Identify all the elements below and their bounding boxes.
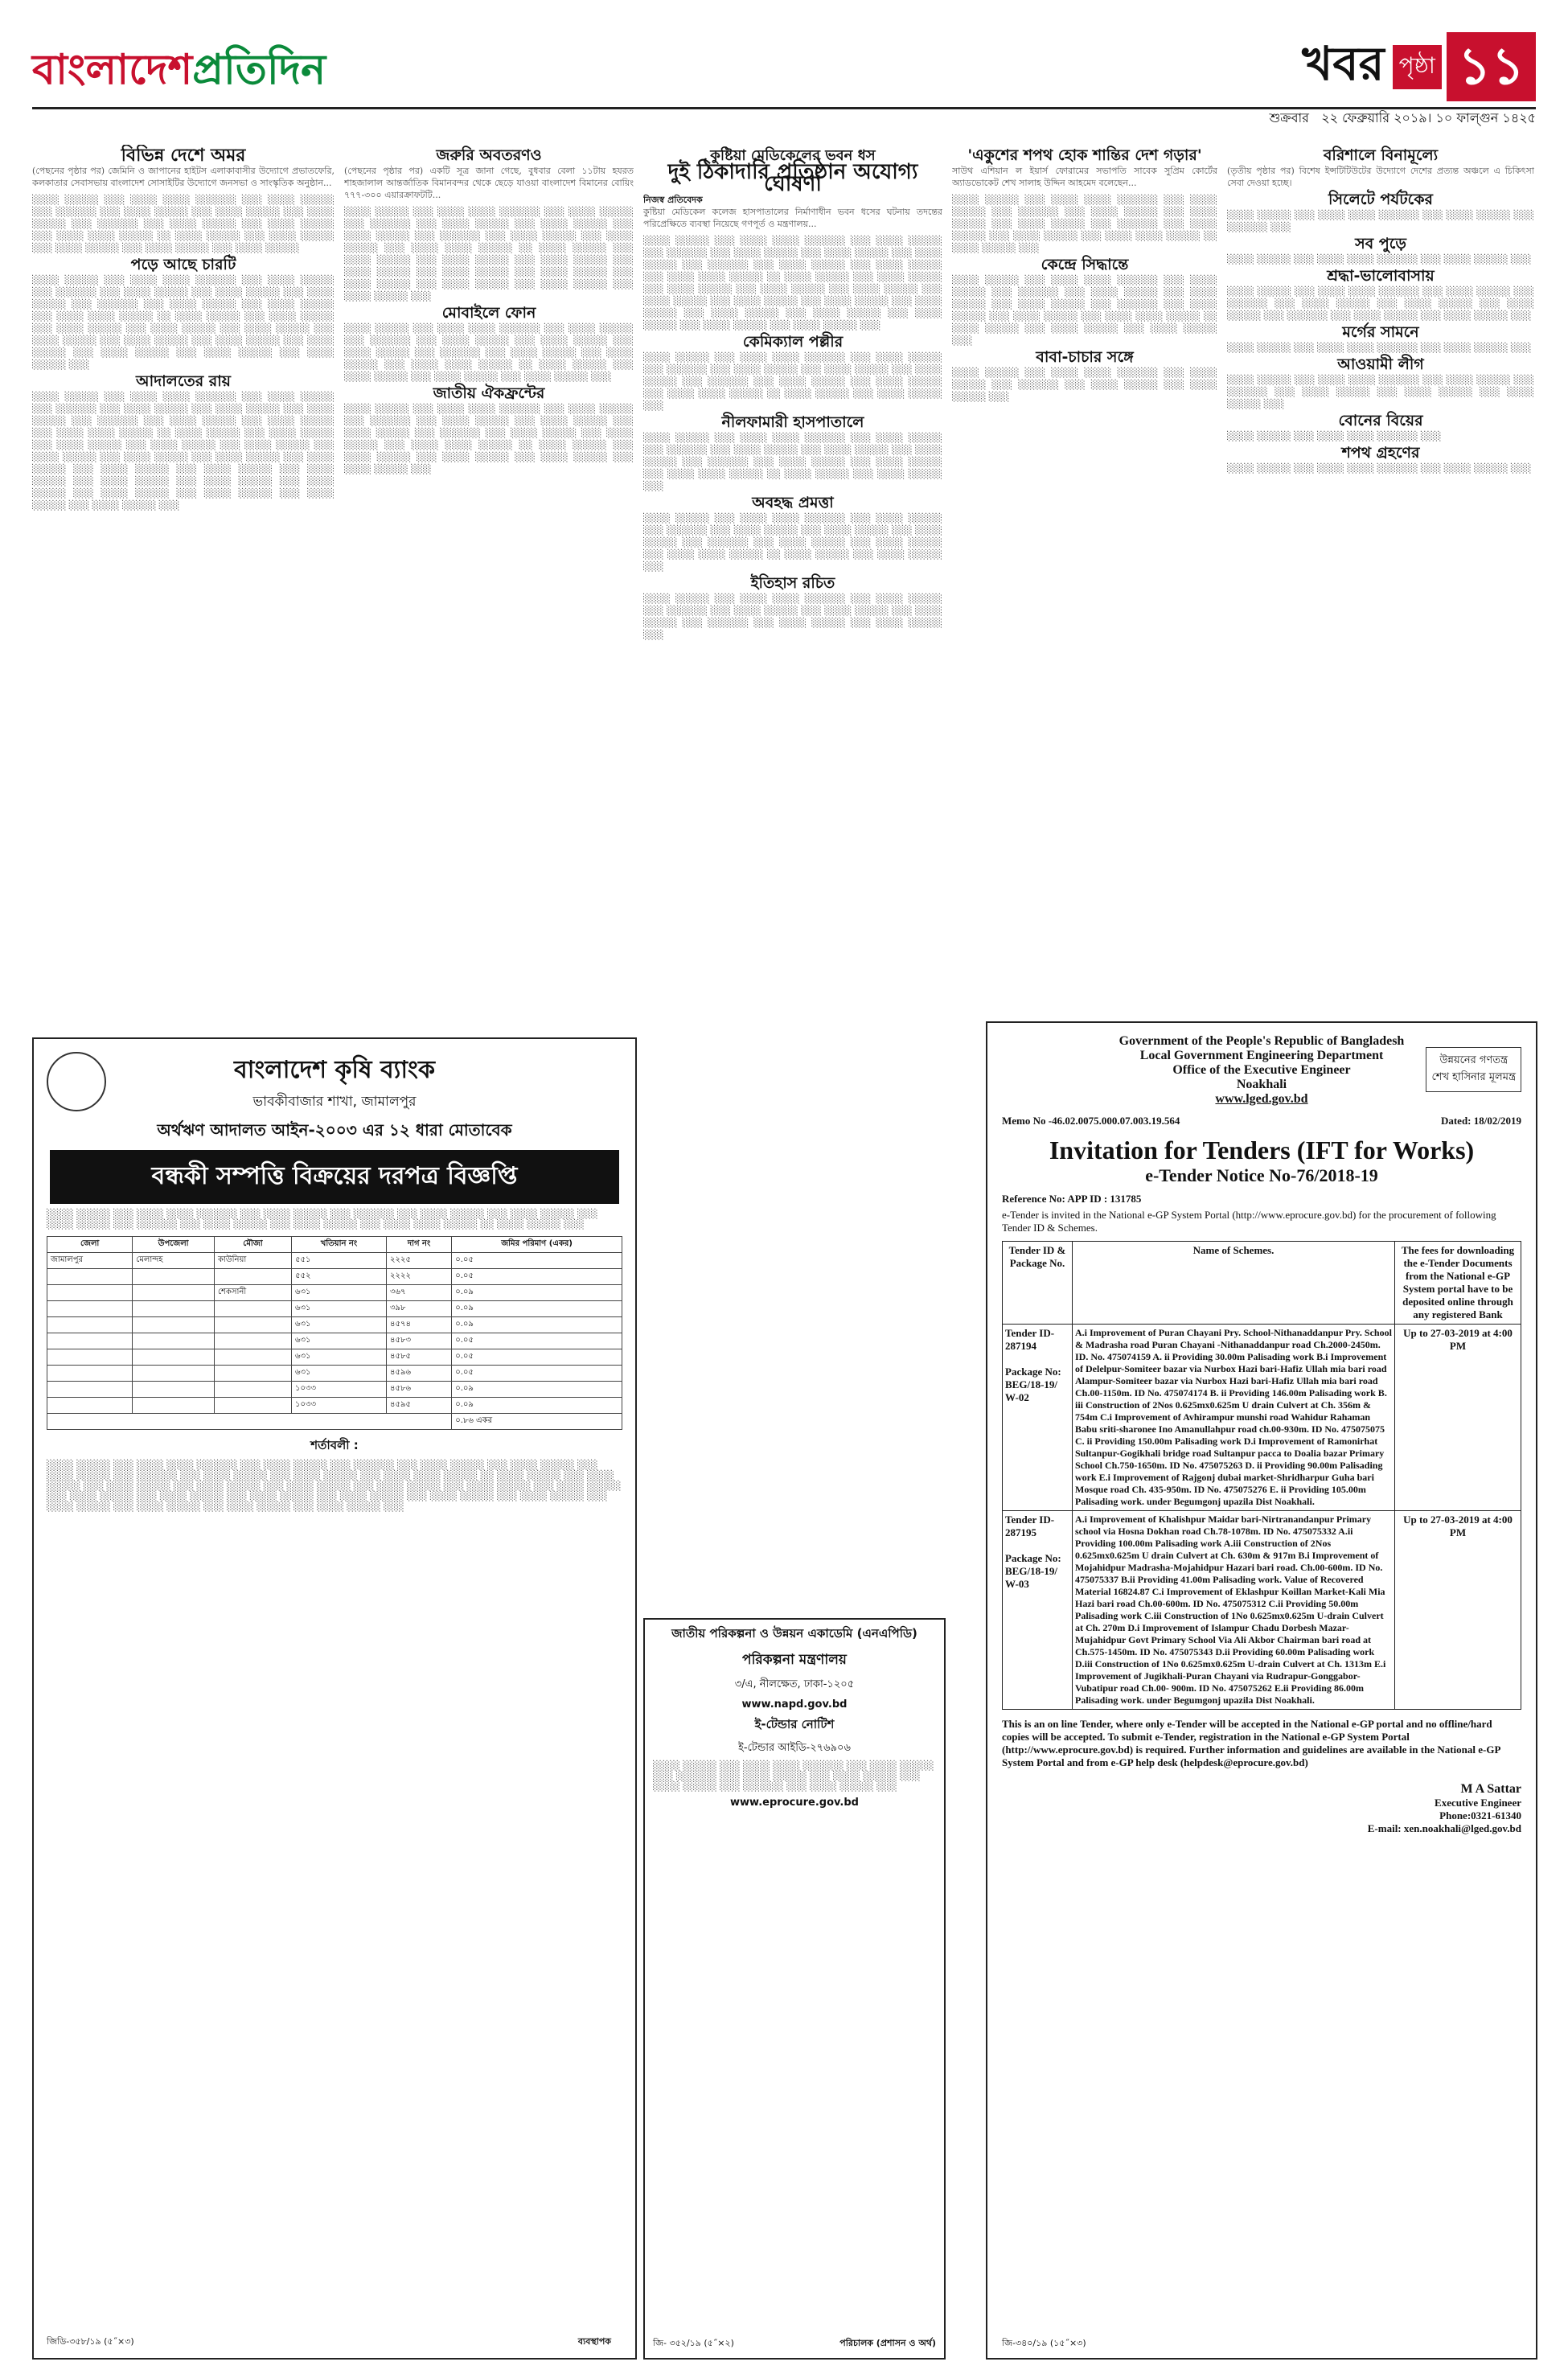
table-cell xyxy=(47,1285,133,1301)
article-text-filler-3: ░░░░ ░░░░░ ░░░ ░░░░ ░░░░ ░░░░░░ ░░░ ░░░░ ░░░░░ ░░░ ░░░░░░ ░░░ ░░░░ ░░░░░ ░░░ ░░░░ ░░░░░ ░░░ ░░░░ ░░░░░ ░░░ ░░░░░░ ░░░ ░░░░ ░░░░░ ░░░ ░░░░ ░░░░░ ░░░ ░░░░ ░░░░ ░░░░░ ░░ ░░░░ ░░░░░ ░░░ ░░░░ ░░░░░ ░░░ ░░░░ ░░░░░ ░░░ ░░░░ ░░░░░ ░░░ ░░░░ ░░░░░ ░░░ ░░░░ ░░░░░ ░░░ ░░░░ ░░░░░ ░░░ ░░░░ ░░░░░ ░░░ ░░░░ ░░░░░ ░░░ ░░░░ ░░░░░ ░░░ ░░░░ ░░░░░ ░░░ ░░░░ ░░░░░ ░░░ ░░░░ ░░░░░ ░░░ ░░░░ ░░░░░ ░░░ ░░░░ ░░░░░ ░░░ ░░░░ ░░░░░ ░░░ ░░░░ ░░░░░ ░░░ ░░░░ ░░░░░ ░░░ ░░░░ ░░░░░ ░░░ xyxy=(32,392,335,511)
page-number: ১১ xyxy=(1447,32,1536,101)
headline-nilphamari[interactable]: নীলফামারী হাসপাতালে xyxy=(721,413,864,431)
table-cell: ০.০৫ xyxy=(452,1253,622,1269)
table-cell xyxy=(133,1333,215,1349)
table-row xyxy=(47,1285,622,1301)
article-text: সাউথ এশিয়ান ল ইয়ার্স ফোরামের সভাপতি সাবেক সুপ্রিম কোর্টের অ্যাডভোকেট শেখ সালাহ উদ্দিন আহমেদ বলেছেন... xyxy=(952,166,1217,188)
table-header-cell: জেলা xyxy=(47,1237,133,1253)
academy-notice xyxy=(643,1618,946,2360)
table-cell xyxy=(214,1317,291,1333)
article-text-filler-2: ░░░░ ░░░░░ ░░░ ░░░░ ░░░░ ░░░░░░ ░░░ ░░░░ ░░░░░ ░░░ ░░░░░░ ░░░ ░░░░ ░░░░░ ░░░ ░░░░ ░░░░░ ░░░ ░░░░ ░░░░░ ░░░ ░░░░░░ ░░░ ░░░░ ░░░░░ ░░░ ░░░░ ░░░░░ ░░░ ░░░░ ░░░░ ░░░░░ ░░ ░░░░ ░░░░░ ░░░ ░░░░ ░░░░░ ░░░ ░░░░ ░░░░░ ░░░ xyxy=(952,275,1217,346)
dateline xyxy=(1269,108,1536,129)
table-row xyxy=(47,1366,622,1382)
article-text-filler: ░░░░ ░░░░░ ░░░ ░░░░ ░░░░ ░░░░░░ ░░░ ░░░░ ░░░░░ ░░░ ░░░░░░ ░░░ ░░░░ ░░░░░ ░░░ ░░░░ ░░░░░ ░░░ ░░░░ ░░░░░ ░░░ ░░░░░░ ░░░ ░░░░ ░░░░░ ░░░ ░░░░ ░░░░░ ░░░ ░░░░ ░░░░ ░░░░░ ░░ ░░░░ ░░░░░ ░░░ ░░░░ ░░░░░ ░░░ ░░░░ ░░░░░ ░░░ ░░░░ ░░░░░ ░░░ ░░░░ ░░░░░ ░░░ ░░░░ ░░░░░ ░░░ ░░░░ ░░░░░ ░░░ ░░░░ ░░░░░ ░░░ ░░░░ ░░░░░ ░░░ ░░░░ ░░░░░ ░░░ ░░░░ ░░░░░ ░░░ ░░░░ ░░░░░ ░░░ ░░░░ ░░░░░ ░░░ ░░░░ ░░░░░ ░░░ xyxy=(643,236,942,331)
tender-due: Up to 27-03-2019 at 4:00 PM xyxy=(1395,1511,1521,1710)
article-text-filler: ░░░░ ░░░░░ ░░░ ░░░░ ░░░░ ░░░░░░ ░░░ ░░░░ ░░░░░ ░░░ ░░░░░░ ░░░ xyxy=(1227,210,1534,232)
table-cell xyxy=(47,1333,133,1349)
tender-col-id: Tender ID & Package No. xyxy=(1003,1242,1073,1325)
logo-part1: বাংলাদেশ xyxy=(32,46,193,94)
table-cell: ৫৫২ xyxy=(291,1269,386,1285)
property-table-body xyxy=(47,1253,622,1430)
academy-eprocure-link[interactable]: www.eprocure.gov.bd xyxy=(730,1797,859,1809)
article-text-filler-3: ░░░░ ░░░░░ ░░░ ░░░░ ░░░░ ░░░░░░ ░░░ ░░░░ ░░░░░ ░░░ ░░░░░░ ░░░ ░░░░ ░░░░░ ░░░ ░░░░ ░░░░░ ░░░ xyxy=(952,368,1217,402)
headline-bibhinno[interactable]: বিভিন্ন দেশে অমর xyxy=(121,146,246,166)
tender-code: জি-৩৪০/১৯ (১৫˝×৩) xyxy=(1002,2338,1086,2348)
table-cell xyxy=(214,1366,291,1382)
table-cell xyxy=(214,1301,291,1317)
bank-banner: বন্ধকী সম্পত্তি বিক্রয়ের দরপত্র বিজ্ঞপ্তি xyxy=(50,1150,619,1204)
table-cell: ০.০৫ xyxy=(452,1366,622,1382)
table-cell xyxy=(133,1349,215,1366)
table-cell xyxy=(47,1317,133,1333)
article-text-filler-6: ░░░░ ░░░░░ ░░░ ░░░░ ░░░░ ░░░░░░ ░░░ xyxy=(1227,431,1442,442)
table-cell: ৬৩১ xyxy=(291,1333,386,1349)
table-cell: ০.০৯ xyxy=(452,1301,622,1317)
bank-title: বাংলাদেশ কৃষি ব্যাংক xyxy=(234,1056,435,1084)
column-5 xyxy=(1227,145,1534,1013)
table-cell xyxy=(47,1301,133,1317)
table-cell: ৪৫৭৪ xyxy=(386,1317,451,1333)
headline-chemical[interactable]: কেমিক্যাল পল্লীর xyxy=(742,333,844,351)
table-cell xyxy=(47,1414,452,1430)
headline-morg[interactable]: মর্গের সামনে xyxy=(1342,323,1419,341)
article-text-filler-2: ░░░░ ░░░░░ ░░░ ░░░░ ░░░░ ░░░░░░ ░░░ ░░░░ ░░░░░ ░░░ ░░░░░░ ░░░ ░░░░ ░░░░░ ░░░ ░░░░ ░░░░░ ░░░ ░░░░ ░░░░░ ░░░ ░░░░░░ ░░░ ░░░░ ░░░░░ ░░░ ░░░░ ░░░░░ ░░░ ░░░░ ░░░░ ░░░░░ ░░ ░░░░ ░░░░░ ░░░ ░░░░ ░░░░░ ░░░ ░░░░ ░░░░░ ░░░ ░░░░ ░░░░░ ░░░ xyxy=(344,323,634,382)
article-text-filler-3: ░░░░ ░░░░░ ░░░ ░░░░ ░░░░ ░░░░░░ ░░░ ░░░░ ░░░░░ ░░░ ░░░░░░ ░░░ ░░░░ ░░░░░ ░░░ ░░░░ ░░░░░ ░░░ ░░░░ ░░░░░ ░░░ ░░░░░░ ░░░ ░░░░ ░░░░░ ░░░ ░░░░ ░░░░░ ░░░ ░░░░ ░░░░ ░░░░░ ░░ ░░░░ ░░░░░ ░░░ ░░░░ ░░░░░ ░░░ xyxy=(643,433,942,491)
table-cell xyxy=(133,1382,215,1398)
tender-table xyxy=(1002,1241,1521,1710)
headline-ekusher[interactable]: 'একুশের শপথ হোক শান্তির দেশ গড়ার' xyxy=(967,146,1202,164)
tender-place: Noakhali xyxy=(1236,1078,1287,1091)
full-date: ২২ ফেব্রুয়ারি ২০১৯। ১০ ফাল্গুন ১৪২৫ xyxy=(1321,110,1536,125)
day-name: শুক্রবার xyxy=(1269,110,1309,125)
newspaper-logo[interactable] xyxy=(32,37,326,107)
bank-intro-filler: ░░░░ ░░░░░ ░░░ ░░░░ ░░░░ ░░░░░░ ░░░ ░░░░ ░░░░░ ░░░ ░░░░░░ ░░░ ░░░░ ░░░░░ ░░░ ░░░░ ░░░░░ ░░░ ░░░░ ░░░░░ ░░░ ░░░░░░ ░░░ ░░░░ ░░░░░ ░░░ ░░░░ ░░░░░ ░░░ ░░░░ ░░░░ ░░░░░ ░░ ░░░░ ░░░░░ ░░░ xyxy=(47,1209,598,1230)
academy-web[interactable]: www.napd.gov.bd xyxy=(741,1698,848,1711)
byline: নিজস্ব প্রতিবেদক xyxy=(643,195,703,205)
table-cell xyxy=(47,1269,133,1285)
tender-gov: Government of the People's Republic of Bangladesh xyxy=(1119,1034,1405,1048)
table-cell: মেলান্দহ xyxy=(133,1253,215,1269)
article-text-filler: ░░░░ ░░░░░ ░░░ ░░░░ ░░░░ ░░░░░░ ░░░ ░░░░ ░░░░░ ░░░ ░░░░░░ ░░░ ░░░░ ░░░░░ ░░░ ░░░░ ░░░░░ ░░░ ░░░░ ░░░░░ ░░░ ░░░░░░ ░░░ ░░░░ ░░░░░ ░░░ ░░░░ ░░░░░ ░░░ ░░░░ ░░░░ ░░░░░ ░░ ░░░░ ░░░░░ ░░░ ░░░░ ░░░░░ ░░░ ░░░░ ░░░░░ ░░░ ░░░░ ░░░░░ ░░░ ░░░░ ░░░░░ ░░░ ░░░░ ░░░░░ ░░░ ░░░░ ░░░░░ ░░░ ░░░░ ░░░░░ ░░░ ░░░░ ░░░░░ ░░░ ░░░░ ░░░░░ ░░░ ░░░░ ░░░░░ ░░░ xyxy=(344,207,634,302)
table-cell xyxy=(47,1349,133,1366)
article-text: (পেছনের পৃষ্ঠার পর) একটি সূত্র জানা গেছে, বুধবার বেলা ১১টায় হযরত শাহজালাল আন্তর্জাতিক বিমানবন্দর থেকে ছেড়ে যাওয়া বাংলাদেশ বিমানের বোয়িং ৭৭৭-৩০০ এয়ারক্রাফটটি... xyxy=(344,166,634,200)
table-cell xyxy=(133,1366,215,1382)
table-total: ০.৮৬ একর xyxy=(452,1414,622,1430)
table-cell: ৬৩১ xyxy=(291,1285,386,1301)
headline-barishal[interactable]: বরিশালে বিনামূল্যে xyxy=(1323,146,1439,164)
table-row xyxy=(47,1382,622,1398)
headline-pore-ache[interactable]: পড়ে আছে চারটি xyxy=(130,256,236,273)
kicker: কুষ্টিয়া মেডিকেলের ভবন ধস xyxy=(710,147,876,164)
table-row xyxy=(47,1349,622,1366)
article-text: (তৃতীয় পৃষ্ঠার পর) বিশেষ ইন্সটিটিউটের উদ্যোগে দেশের প্রত্যন্ত অঞ্চলে এ চিকিৎসা সেবা দেওয়া হচ্ছে। xyxy=(1227,166,1534,188)
table-cell xyxy=(47,1366,133,1382)
table-cell xyxy=(133,1269,215,1285)
article-text-filler-2: ░░░░ ░░░░░ ░░░ ░░░░ ░░░░ ░░░░░░ ░░░ ░░░░ ░░░░░ ░░░ ░░░░░░ ░░░ ░░░░ ░░░░░ ░░░ ░░░░ ░░░░░ ░░░ ░░░░ ░░░░░ ░░░ ░░░░░░ ░░░ ░░░░ ░░░░░ ░░░ ░░░░ ░░░░░ ░░░ ░░░░ ░░░░ ░░░░░ ░░ ░░░░ ░░░░░ ░░░ ░░░░ ░░░░░ ░░░ xyxy=(643,352,942,411)
logo-part2: প্রতিদিন xyxy=(192,46,326,94)
table-cell: ১০৩৩ xyxy=(291,1382,386,1398)
page-label: পৃষ্ঠা xyxy=(1393,45,1442,89)
section-name: খবর xyxy=(1302,35,1385,91)
table-cell: ০.০৯ xyxy=(452,1285,622,1301)
bank-branch: ভাবকীবাজার শাখা, জামালপুর xyxy=(252,1094,417,1110)
table-cell: ৪৫৮৬ xyxy=(386,1382,451,1398)
tender-title: Invitation for Tenders (IFT for Works) xyxy=(1049,1136,1475,1164)
bank-seal-icon xyxy=(47,1052,106,1111)
lged-tender-notice xyxy=(986,1021,1537,2360)
tender-scheme: A.i Improvement of Puran Chayani Pry. School-Nithanaddanpur Pry. School & Madrasha road Puran Chayani -Nithanaddanpur road Ch.2000-2450m. ID. No. 475074159 A. ii Providing 30.00m Palisading work B.i Improvement of Delelpur-Somiteer bazar via Nurbox Hazi bari-Hafiz Ullah mia bari road Alampur-Somiteer bazar via Nurbox Hazi bari-Hafiz Ullah mia bari road Ch.00-1150m. ID No. 475074174 B. ii Providing 146.00m Palisading work B. iii Construction of 2Nos 0.625mx0.625m U drain Culvert at Ch. 356m & 754m C.i Improvement of Avhirampur munshi road Wahidur Rahaman Babu sriti-sharonee Ino Amanullahpur road ch.00-930m. ID No. 475075075 C. ii Providing 150.00m Palisading work D.i Improvement of Ramonirhat Sultanpur-Gogikhali bridge road Sultanpur pacca to Doalia bazar Primary School Ch.750-1650m. ID No. 475075263 D. ii Providing 90.00m Palisading work E.i Improvement of Rajgonj dubai market-Shridharpur Guha bari Mosque road Ch. 435-950m. ID No. 475075276 E. ii Providing 105.00m Palisading work. under Begumgonj upazila Dist Noakhali. xyxy=(1073,1325,1395,1511)
table-cell: ৩৬৭ xyxy=(386,1285,451,1301)
table-cell: ২২২৫ xyxy=(386,1253,451,1269)
table-cell xyxy=(214,1398,291,1414)
table-cell: ৬৩১ xyxy=(291,1366,386,1382)
tender-office: Office of the Executive Engineer xyxy=(1172,1063,1351,1077)
tender-row xyxy=(1003,1511,1521,1710)
academy-name: জাতীয় পরিকল্পনা ও উন্নয়ন একাডেমি (এনএপিডি) xyxy=(671,1626,917,1641)
signatory-email[interactable]: E-mail: xen.noakhali@lged.gov.bd xyxy=(1367,1822,1521,1834)
table-cell: ৬৩১ xyxy=(291,1317,386,1333)
academy-address: ৩/এ, নীলক্ষেত, ঢাকা-১২০৫ xyxy=(734,1678,855,1690)
table-header-cell: খতিয়ান নং xyxy=(291,1237,386,1253)
headline-awami-league[interactable]: আওয়ামী লীগ xyxy=(1337,355,1424,373)
table-cell: ৩৯৮ xyxy=(386,1301,451,1317)
slogan-2: শেখ হাসিনার মূলমন্ত্র xyxy=(1431,1071,1516,1083)
table-cell: ০.০৫ xyxy=(452,1349,622,1366)
table-cell: শেকসানী xyxy=(214,1285,291,1301)
slogan-box xyxy=(1426,1047,1521,1092)
section-label xyxy=(1302,31,1536,103)
article-text: কুষ্টিয়া মেডিকেল কলেজ হাসপাতালের নির্মাণাধীন ভবন ধসের ঘটনায় তদন্তের পরিপ্রেক্ষিতে ব্যবস্থা নিয়েছে গণপূর্ত ও মন্ত্রণালয়... xyxy=(643,207,942,229)
tender-notice-no: e-Tender Notice No-76/2018-19 xyxy=(1145,1165,1378,1185)
headline-shroddha[interactable]: শ্রদ্ধা-ভালোবাসায় xyxy=(1327,267,1435,285)
table-row xyxy=(47,1333,622,1349)
article-text-filler-7: ░░░░ ░░░░░ ░░░ ░░░░ ░░░░ ░░░░░░ ░░░ ░░░░ ░░░░░ ░░░ xyxy=(1227,463,1532,474)
conditions-heading: শর্তাবলী : xyxy=(310,1438,359,1452)
table-cell xyxy=(214,1333,291,1349)
table-row xyxy=(47,1253,622,1269)
headline-boner-biye[interactable]: বোনের বিয়ের xyxy=(1338,412,1423,429)
table-cell: ৫৫১ xyxy=(291,1253,386,1269)
academy-ministry: পরিকল্পনা মন্ত্রণালয় xyxy=(742,1652,847,1668)
table-header-cell: দাগ নং xyxy=(386,1237,451,1253)
headline-mobile[interactable]: মোবাইলে ফোন xyxy=(441,304,536,322)
article-text-filler-4: ░░░░ ░░░░░ ░░░ ░░░░ ░░░░ ░░░░░░ ░░░ ░░░░ ░░░░░ ░░░ ░░░░░░ ░░░ ░░░░ ░░░░░ ░░░ ░░░░ ░░░░░ ░░░ ░░░░ ░░░░░ ░░░ ░░░░░░ ░░░ ░░░░ ░░░░░ ░░░ ░░░░ ░░░░░ ░░░ ░░░░ ░░░░ ░░░░░ ░░ ░░░░ ░░░░░ ░░░ ░░░░ ░░░░░ ░░░ xyxy=(643,513,942,572)
bank-advertisement xyxy=(32,1037,637,2360)
academy-tender-id: ই-টেন্ডার আইডি-২৭৬৯০৬ xyxy=(738,1742,851,1754)
table-cell xyxy=(214,1382,291,1398)
table-header-cell: উপজেলা xyxy=(133,1237,215,1253)
table-cell: ৬৩১ xyxy=(291,1301,386,1317)
table-cell: ০.০৫ xyxy=(452,1269,622,1285)
tender-due: Up to 27-03-2019 at 4:00 PM xyxy=(1395,1325,1521,1511)
tender-col-scheme: Name of Schemes. xyxy=(1073,1242,1395,1325)
tender-scheme: A.i Improvement of Khalishpur Maidar bari-Nirtranandanpur Primary school via Hosna Dokhan road Ch.78-1078m. ID No. 475075332 A.ii Providing 100.00m Palisading work A.iii Construction of 2Nos 0.625mx0.625m U drain Culvert at Ch. 630m & 917m B.i Improvement of Mojahidpur Madrasha-Mojahidpur Hazari bari road. Ch.00-600m. ID No. 475075337 B.ii Providing 41.00m Palisading work. Value of Recovered Material 16824.87 C.i Improvement of Eklashpur Koillan Market-Kali Mia Hazi bari road Ch.00-600m. ID No. 475075312 C.ii Providing 50.00m Palisading work C.iii Construction of 1No 0.625mx0.625m U-drain Culvert at Ch. 270m D.i Improvement of Islampur Chadu Dorbesh Mazar-Mujahidpur Govt Primary School Via Ali Akbor Chairman bari road at Ch.575-1450m. ID No. 475075343 D.ii Providing 60.00m Palisading work D.iii Construction of 1No 0.625mx0.625m U-drain Culvert at Ch. 1313m E.i Improvement of Jugikhali-Puran Chayani via Rudrapur-Gonggabor-Vubatipur road Ch.00- 900m. ID No. 475075262 E.ii Providing 86.00m Palisading work. under Begumgonj upazila Dist Noakhali. xyxy=(1073,1511,1395,1710)
tender-row xyxy=(1003,1325,1521,1511)
property-table xyxy=(47,1236,622,1430)
academy-signatory: পরিচালক (প্রশাসন ও অর্থ) xyxy=(839,2338,936,2348)
table-cell xyxy=(133,1285,215,1301)
headline-kendre[interactable]: কেন্দ্রে সিদ্ধান্তে xyxy=(1041,256,1129,273)
tender-web[interactable]: www.lged.gov.bd xyxy=(1215,1092,1308,1106)
academy-notice-title: ই-টেন্ডার নোটিশ xyxy=(754,1717,835,1731)
table-cell xyxy=(133,1398,215,1414)
headline-sylhet[interactable]: সিলেটে পর্যটকের xyxy=(1328,191,1433,208)
table-cell xyxy=(133,1301,215,1317)
table-row xyxy=(47,1398,622,1414)
bank-law: অর্থঋণ আদালত আইন-২০০৩ এর ১২ ধারা মোতাবেক xyxy=(157,1120,512,1140)
academy-code: জি- ৩৫২/১৯ (৫˝×২) xyxy=(653,2338,734,2348)
table-cell: ৪৫৯৬ xyxy=(386,1366,451,1382)
table-header-cell: মৌজা xyxy=(214,1237,291,1253)
headline-sob-pure[interactable]: সব পুড়ে xyxy=(1355,235,1406,253)
bank-code: জিডি-৩৫৮/১৯ (৫˝×৩) xyxy=(47,2336,134,2347)
headline-adalot[interactable]: আদালতের রায় xyxy=(136,372,231,390)
table-cell: ০.০৫ xyxy=(452,1333,622,1349)
signatory-name: M A Sattar xyxy=(1460,1782,1521,1796)
property-table-header xyxy=(47,1237,622,1253)
headline-baba-chacha[interactable]: বাবা-চাচার সঙ্গে xyxy=(1036,348,1134,366)
table-row xyxy=(47,1317,622,1333)
masthead xyxy=(32,31,1536,125)
memo-no: Memo No -46.02.0075.000.07.003.19.564 xyxy=(1002,1115,1180,1127)
table-cell: ৬৩১ xyxy=(291,1349,386,1366)
article-text-filler-3: ░░░░ ░░░░░ ░░░ ░░░░ ░░░░ ░░░░░░ ░░░ ░░░░ ░░░░░ ░░░ ░░░░░░ ░░░ ░░░░ ░░░░░ ░░░ ░░░░ ░░░░░ ░░░ ░░░░ ░░░░░ ░░░ ░░░░░░ ░░░ ░░░░ ░░░░░ ░░░ ░░░░ ░░░░░ ░░░ ░░░░ ░░░░ ░░░░░ ░░ ░░░░ ░░░░░ ░░░ ░░░░ ░░░░░ ░░░ ░░░░ ░░░░░ ░░░ ░░░░ ░░░░░ ░░░ ░░░░ ░░░░░ ░░░ xyxy=(344,404,634,474)
table-cell xyxy=(47,1382,133,1398)
signatory-phone: Phone:0321-61340 xyxy=(1439,1809,1521,1822)
tender-dept: Local Government Engineering Department xyxy=(1139,1049,1384,1062)
article-text-filler-2: ░░░░ ░░░░░ ░░░ ░░░░ ░░░░ ░░░░░░ ░░░ ░░░░ ░░░░░ ░░░ xyxy=(1227,254,1532,265)
memo-date: Dated: 18/02/2019 xyxy=(1440,1115,1521,1127)
tender-id: Tender ID-287194 xyxy=(1005,1327,1055,1352)
table-cell: জামালপুর xyxy=(47,1253,133,1269)
table-cell: ১০৩৩ xyxy=(291,1398,386,1414)
conditions-filler: ░░░░ ░░░░░ ░░░ ░░░░ ░░░░ ░░░░░░ ░░░ ░░░░ ░░░░░ ░░░ ░░░░░░ ░░░ ░░░░ ░░░░░ ░░░ ░░░░ ░░░░░ ░░░ ░░░░ ░░░░░ ░░░ ░░░░░░ ░░░ ░░░░ ░░░░░ ░░░ ░░░░ ░░░░░ ░░░ ░░░░ ░░░░ ░░░░░ ░░ ░░░░ ░░░░░ ░░░ ░░░░ ░░░░░ ░░░ ░░░░ ░░░░░ ░░░ ░░░░ ░░░░░ ░░░ ░░░░ ░░░░░ ░░░ ░░░░ ░░░░░ ░░░ ░░░░ ░░░░░ ░░░ ░░░░ ░░░░░ ░░░ ░░░░ ░░░░░ ░░░ ░░░░ ░░░░░ ░░░ ░░░░ ░░░░░ ░░░ ░░░░ ░░░░░ ░░░ ░░░░ ░░░░░ ░░░ ░░░░ ░░░░░ ░░░ ░░░░ ░░░░░ ░░░ ░░░░ ░░░░░ ░░░ ░░░░ ░░░░░ ░░░ ░░░░ ░░░░░ ░░░ xyxy=(47,1460,622,1512)
table-total-row xyxy=(47,1414,622,1430)
table-cell xyxy=(47,1398,133,1414)
tender-footer: This is an on line Tender, where only e-Tender will be accepted in the National e-GP portal and no offline/hard copies will be accepted. To submit e-Tender, registration in the National e-GP System Portal (http://www.eprocure.gov.bd) is required. Further information and guidelines are available in the National e-GP System Portal and from e-GP help desk (helpdesk@eprocure.gov.bd) xyxy=(1002,1718,1500,1768)
table-cell: কাউনিয়া xyxy=(214,1253,291,1269)
table-cell: ৪৫৮৫ xyxy=(386,1349,451,1366)
table-header-cell: জমির পরিমাণ (একর) xyxy=(452,1237,622,1253)
headline-oikkofront[interactable]: জাতীয় ঐকফ্রন্টের xyxy=(433,384,545,402)
table-cell: ৪৫৮৩ xyxy=(386,1333,451,1349)
column-3 xyxy=(643,145,942,1592)
tender-col-fees: The fees for downloading the e-Tender Documents from the National e-GP System portal have to be deposited online through any registered Bank xyxy=(1395,1242,1521,1325)
table-row xyxy=(47,1269,622,1285)
signatory-title: Executive Engineer xyxy=(1435,1797,1521,1809)
table-cell: ৪৫৯৫ xyxy=(386,1398,451,1414)
column-2 xyxy=(344,145,634,989)
article-text-filler-2: ░░░░ ░░░░░ ░░░ ░░░░ ░░░░ ░░░░░░ ░░░ ░░░░ ░░░░░ ░░░ ░░░░░░ ░░░ ░░░░ ░░░░░ ░░░ ░░░░ ░░░░░ ░░░ ░░░░ ░░░░░ ░░░ ░░░░░░ ░░░ ░░░░ ░░░░░ ░░░ ░░░░ ░░░░░ ░░░ ░░░░ ░░░░ ░░░░░ ░░ ░░░░ ░░░░░ ░░░ ░░░░ ░░░░░ ░░░ ░░░░ ░░░░░ ░░░ ░░░░ ░░░░░ ░░░ ░░░░ ░░░░░ ░░░ ░░░░ ░░░░░ ░░░ ░░░░ ░░░░░ ░░░ ░░░░ ░░░░░ ░░░ ░░░░ ░░░░░ ░░░ ░░░░ ░░░░░ ░░░ ░░░░ ░░░░░ ░░░ ░░░░ ░░░░░ ░░░ xyxy=(32,275,335,370)
article-text: (পেছনের পৃষ্ঠার পর) জেমিনি ও জাপানের হাইটস এলাকাবাসীর উদ্যোগে প্রভাতফেরি, কলকাতার সেবাসভায় বাংলাদেশ সোসাইটির উদ্যোগে জনসভা ও সাংস্কৃতিক অনুষ্ঠান... xyxy=(32,166,335,188)
article-text-filler-3: ░░░░ ░░░░░ ░░░ ░░░░ ░░░░ ░░░░░░ ░░░ ░░░░ ░░░░░ ░░░ ░░░░░░ ░░░ ░░░░ ░░░░░ ░░░ ░░░░ ░░░░░ ░░░ ░░░░ ░░░░░ ░░░ ░░░░░░ ░░░ ░░░░ ░░░░░ ░░░ ░░░░ ░░░░░ ░░░ xyxy=(1227,286,1534,321)
table-cell: ০.০৯ xyxy=(452,1382,622,1398)
headline-joruri[interactable]: জরুরি অবতরণও xyxy=(436,146,542,164)
headline-shopoth[interactable]: শপথ গ্রহণের xyxy=(1341,444,1420,462)
table-cell xyxy=(214,1269,291,1285)
table-cell: ২২২২ xyxy=(386,1269,451,1285)
tender-id: Tender ID-287195 xyxy=(1005,1514,1055,1538)
column-4 xyxy=(952,145,1217,1013)
slogan-1: উন্নয়নের গণতন্ত্র xyxy=(1439,1054,1508,1066)
column-1 xyxy=(32,145,335,989)
table-cell: ০.০৯ xyxy=(452,1317,622,1333)
tender-intro: e-Tender is invited in the National e-GP System Portal (http://www.eprocure.gov.bd) for the procurement of following Tender ID & Schemes. xyxy=(1002,1209,1496,1234)
headline-obruddho[interactable]: অবহদ্ধ প্রমত্তা xyxy=(752,494,834,511)
article-text-filler-5: ░░░░ ░░░░░ ░░░ ░░░░ ░░░░ ░░░░░░ ░░░ ░░░░ ░░░░░ ░░░ ░░░░░░ ░░░ ░░░░ ░░░░░ ░░░ ░░░░ ░░░░░ ░░░ ░░░░ ░░░░░ ░░░ xyxy=(1227,375,1534,409)
article-text-filler-5: ░░░░ ░░░░░ ░░░ ░░░░ ░░░░ ░░░░░░ ░░░ ░░░░ ░░░░░ ░░░ ░░░░░░ ░░░ ░░░░ ░░░░░ ░░░ ░░░░ ░░░░░ ░░░ ░░░░ ░░░░░ ░░░ ░░░░░░ ░░░ ░░░░ ░░░░░ ░░░ ░░░░ ░░░░░ ░░░ xyxy=(643,594,942,640)
tender-ref: Reference No: APP ID : 131785 xyxy=(1002,1193,1142,1205)
headline-itihas[interactable]: ইতিহাস রচিত xyxy=(750,574,835,592)
table-cell: ০.০৯ xyxy=(452,1398,622,1414)
lead-headline[interactable]: দুই ঠিকাদারি প্রতিষ্ঠান অযোগ্য ঘোষণা xyxy=(667,160,918,196)
table-cell xyxy=(133,1317,215,1333)
property-table-wrap xyxy=(47,1236,622,1430)
table-cell xyxy=(214,1349,291,1366)
tender-package: Package No: BEG/18-19/ W-02 xyxy=(1005,1366,1061,1403)
tender-package: Package No: BEG/18-19/ W-03 xyxy=(1005,1552,1061,1590)
table-row xyxy=(47,1301,622,1317)
article-text-filler-4: ░░░░ ░░░░░ ░░░ ░░░░ ░░░░ ░░░░░░ ░░░ ░░░░ ░░░░░ ░░░ xyxy=(1227,343,1532,353)
article-text-filler: ░░░░ ░░░░░ ░░░ ░░░░ ░░░░ ░░░░░░ ░░░ ░░░░ ░░░░░ ░░░ ░░░░░░ ░░░ ░░░░ ░░░░░ ░░░ ░░░░ ░░░░░ ░░░ ░░░░ ░░░░░ ░░░ ░░░░░░ ░░░ ░░░░ ░░░░░ ░░░ ░░░░ ░░░░░ ░░░ ░░░░ ░░░░ ░░░░░ ░░ ░░░░ ░░░░░ ░░░ ░░░░ ░░░░░ ░░░ ░░░░ ░░░░░ ░░░ ░░░░ ░░░░░ ░░░ ░░░░ ░░░░░ xyxy=(32,195,335,253)
bank-signatory: ব্যবস্থাপক xyxy=(577,2336,611,2347)
academy-text-filler: ░░░░ ░░░░░ ░░░ ░░░░ ░░░░ ░░░░░░ ░░░ ░░░░ ░░░░░ ░░░ ░░░░░░ ░░░ ░░░░ ░░░░░ ░░░ ░░░░ ░░░░░ ░░░ ░░░░ ░░░░░ ░░░ ░░░░░░ ░░░ ░░░░ ░░░░░ ░░░ xyxy=(653,1760,934,1792)
article-text-filler: ░░░░ ░░░░░ ░░░ ░░░░ ░░░░ ░░░░░░ ░░░ ░░░░ ░░░░░ ░░░ ░░░░░░ ░░░ ░░░░ ░░░░░ ░░░ ░░░░ ░░░░░ ░░░ ░░░░ ░░░░░ ░░░ ░░░░░░ ░░░ ░░░░ ░░░░░ ░░░ ░░░░ ░░░░░ ░░░ ░░░░ ░░░░ ░░░░░ ░░ ░░░░ ░░░░░ ░░░ xyxy=(952,195,1217,253)
